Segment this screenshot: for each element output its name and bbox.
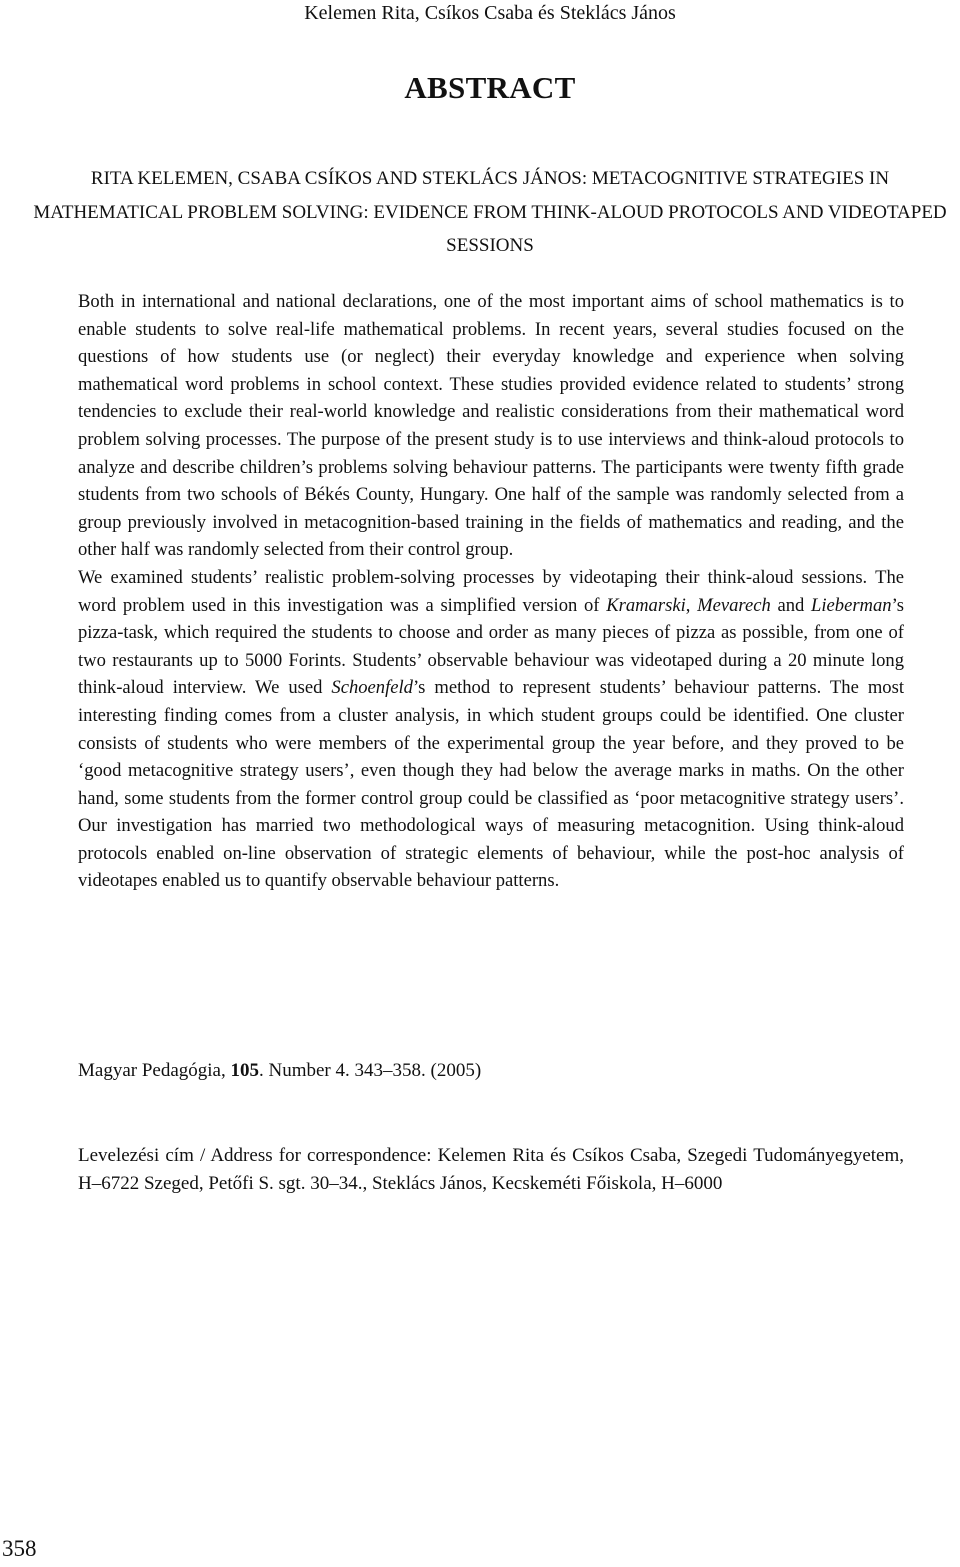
paper-title: RITA KELEMEN, CSABA CSÍKOS AND STEKLÁCS JÁNOS: METACOGNITIVE STRATEGIES IN MATHEMATICAL PROBLEM SOLVING: EVIDENCE FROM THINK-ALOUD PROTOCOLS AND VIDEOTAPED SESSIONS [33, 168, 947, 256]
journal-citation [78, 1060, 904, 1082]
citation-journal: Magyar Pedagógia, [78, 1060, 231, 1081]
conjunction-and: and [770, 594, 812, 616]
abstract-heading: ABSTRACT [404, 70, 576, 105]
abstract-paragraph-1: Both in international and national declarations, one of the most important aims of school mathematics is to enable students to solve real-life mathematical problems. In recent years, several studies focused on the questions of how students use (or neglect) their everyday knowledge and experience when solving mathematical word problems in school context. These studies provided evidence related to students’ strong tendencies to exclude their real-world knowledge and realistic considerations from their mathematical word problem solving processes. The purpose of the present study is to use interviews and think-aloud protocols to analyze and describe children’s problems solving behaviour patterns. The participants were twenty fifth grade students from two schools of Békés County, Hungary. One half of the sample was randomly selected from a group previously involved in metacognition-based training in the fields of mathematics and reading, and the other half was randomly selected from their control group. [78, 291, 904, 561]
author-name-schoenfeld: Schoenfeld [331, 677, 413, 699]
paragraph-2-text-1: We examined students’ realistic problem-solving processes by videotaping their think-aloud sessions. The word problem used in this investigation was a simplified version of [78, 566, 904, 616]
author-name-mevarech: Mevarech [697, 594, 771, 616]
paragraph-2-text-3: ’s method to represent students’ behaviour patterns. The most interesting finding comes from a cluster analysis, in which student groups could be identified. One cluster consists of students who were members of the experimental group the year before, and they proved to be ‘good metacognitive strategy users’, even though they had below the average marks in maths. On the other hand, some students from the former control group could be classified as ‘poor metacognitive strategy users’. Our investigation has married two methodological ways of measuring metacognition. Using think-aloud protocols enabled on-line observation of strategic elements of behaviour, while the post-hoc analysis of videotapes enabled us to quantify observable behaviour patterns. [78, 677, 904, 892]
abstract-paragraph-2 [78, 564, 904, 895]
citation-rest: . Number 4. 343–358. (2005) [258, 1060, 482, 1081]
running-head: Kelemen Rita, Csíkos Csaba és Steklács János [304, 2, 676, 24]
abstract-body [78, 288, 904, 895]
correspondence-address: Levelezési cím / Address for correspondence: Kelemen Rita és Csíkos Csaba, Szegedi Tudományegyetem, H–6722 Szeged, Petőfi S. sgt. 30–34., Steklács János, Kecskeméti Főiskola, H–6000 [78, 1145, 904, 1194]
paragraph-2-text-2: ’s pizza-task, which required the students to choose and order as many pieces of pizza as possible, from one of two restaurants up to 5000 Forints. Students’ observable behaviour was videotaped during a 20 minute long think-aloud interview. We used [78, 594, 904, 699]
citation-volume: 105 [230, 1060, 259, 1081]
author-name-kramarski: Kramarski [606, 594, 686, 616]
separator-comma: , [685, 594, 698, 616]
page-number: 358 [2, 1536, 37, 1561]
author-name-lieberman: Lieberman [811, 594, 892, 616]
